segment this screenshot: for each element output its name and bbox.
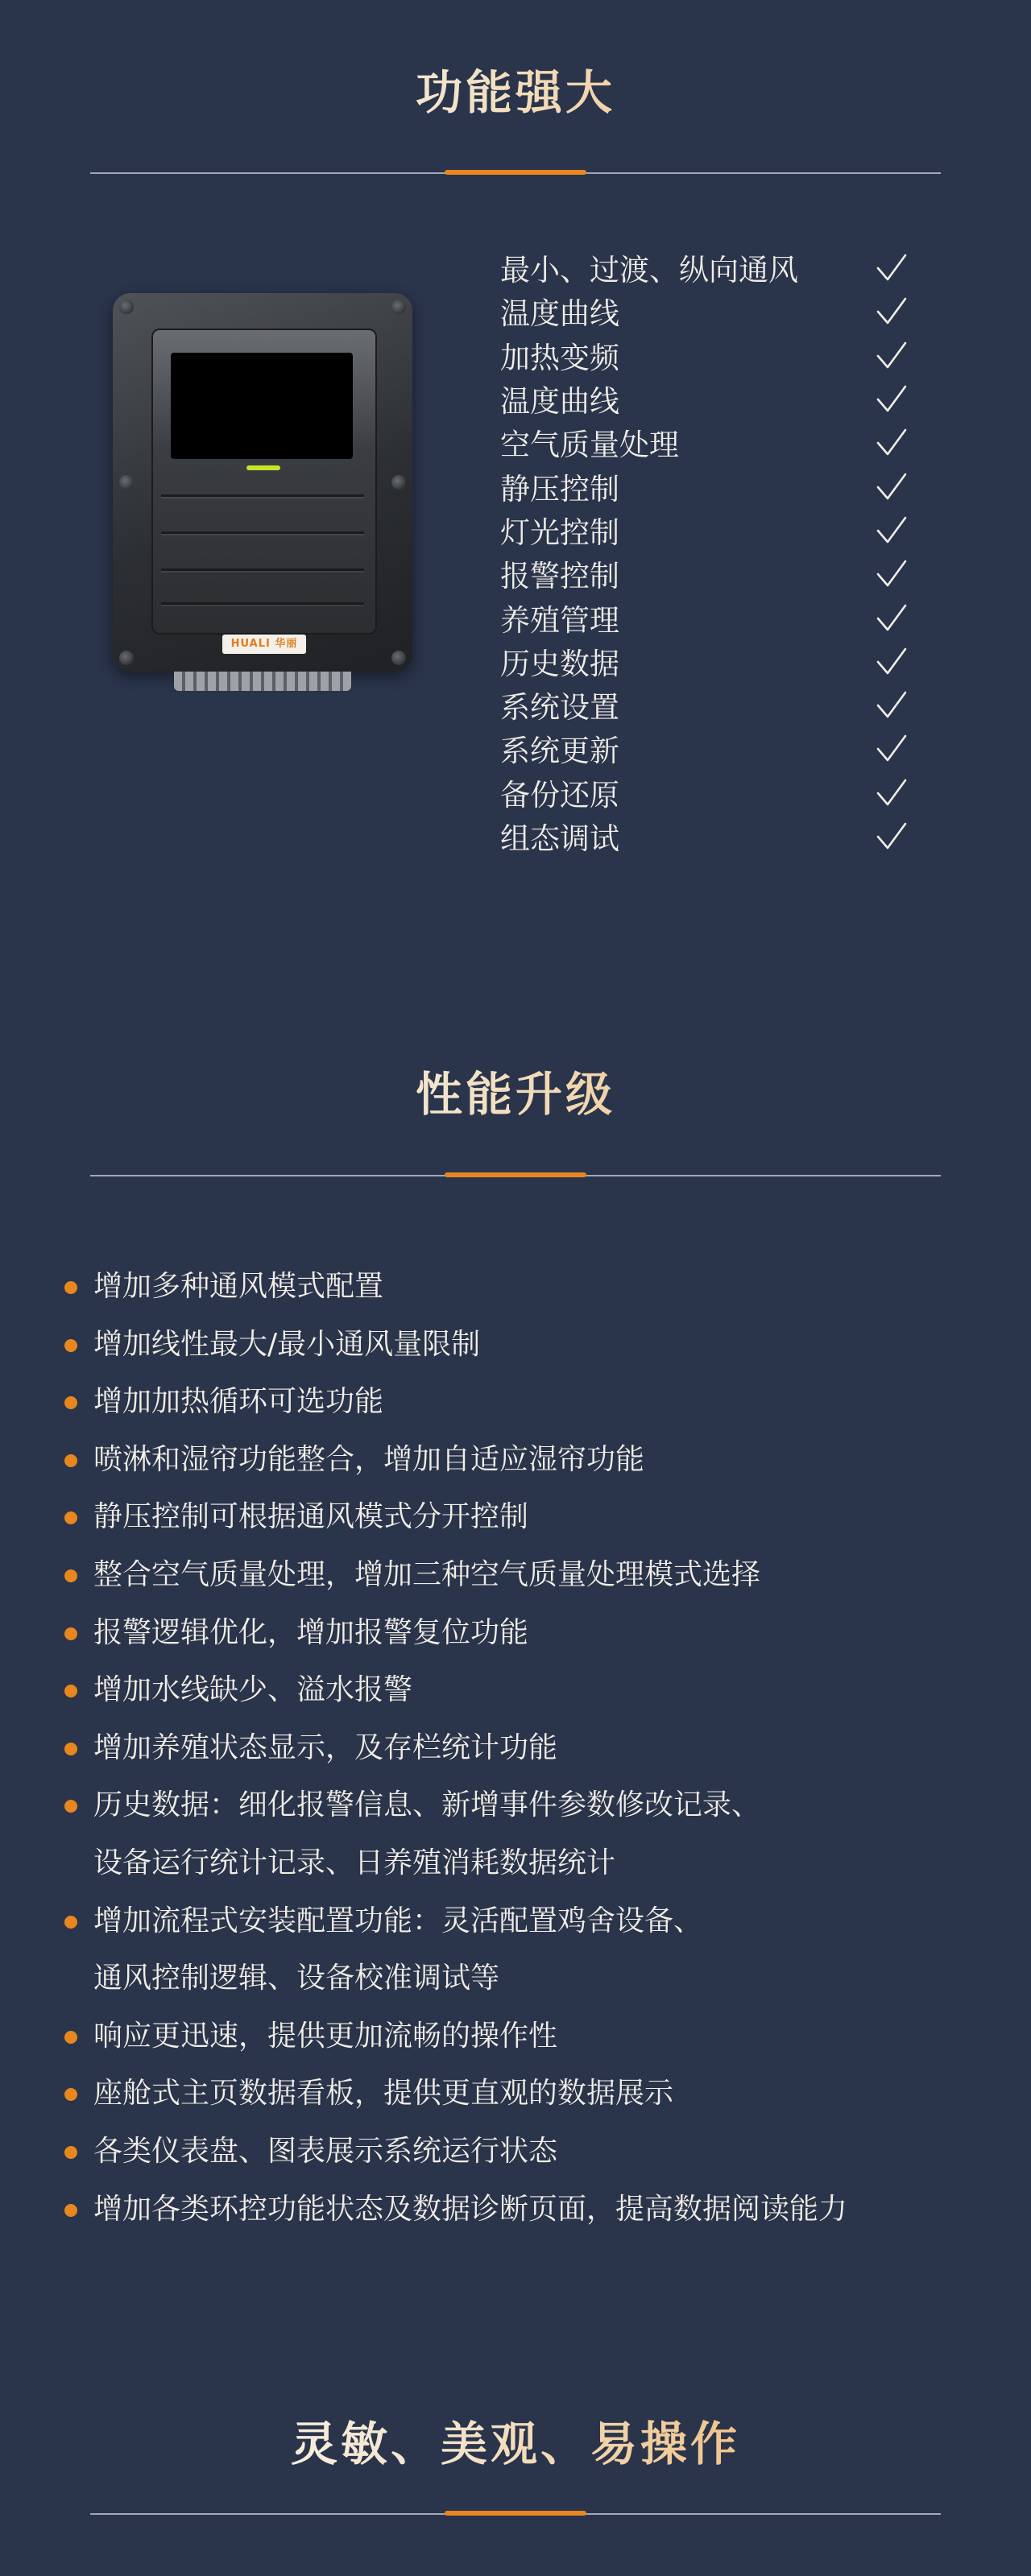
section-title-functions: 功能强大 <box>0 55 1031 122</box>
feature-label: 报警控制 <box>500 559 619 594</box>
upgrade-text-line: 喷淋和湿帘功能整合，增加自适应湿帘功能 <box>93 1442 645 1476</box>
feature-item <box>500 508 919 552</box>
feature-item <box>500 726 919 770</box>
screw-icon <box>391 300 406 314</box>
title-accent-bar <box>445 1172 586 1177</box>
upgrade-text-line: 响应更迅速，提供更加流畅的操作性 <box>93 2019 558 2053</box>
upgrade-list <box>64 1258 1007 2238</box>
bullet-icon <box>64 1800 77 1813</box>
feature-item <box>500 377 919 420</box>
upgrade-text-line: 历史数据：细化报警信息、新增事件参数修改记录、 <box>93 1788 761 1822</box>
upgrade-text-line: 增加水线缺少、溢水报警 <box>93 1673 413 1707</box>
upgrade-item <box>64 2181 1007 2239</box>
bullet-icon <box>64 2204 77 2217</box>
bullet-icon <box>64 1511 77 1524</box>
cable-connectors <box>174 672 351 691</box>
check-icon <box>875 425 909 459</box>
feature-label: 历史数据 <box>500 646 619 681</box>
feature-list <box>500 246 919 858</box>
status-led-icon <box>246 465 280 470</box>
feature-label: 温度曲线 <box>500 384 619 420</box>
upgrade-item <box>64 1546 1007 1604</box>
feature-label: 静压控制 <box>500 471 619 507</box>
upgrade-item <box>64 1488 1007 1546</box>
upgrade-text-line: 整合空气质量处理，增加三种空气质量处理模式选择 <box>93 1557 761 1591</box>
bullet-icon <box>64 1339 77 1352</box>
bullet-icon <box>64 1743 77 1755</box>
section-title-usability: 灵敏、美观、易操作 <box>0 2406 1031 2474</box>
bullet-icon <box>64 2088 77 2101</box>
upgrade-text <box>93 2065 673 2123</box>
upgrade-item <box>64 1776 1007 1892</box>
upgrade-text <box>93 1431 644 1489</box>
feature-item <box>500 683 919 726</box>
feature-label: 养殖管理 <box>500 602 619 638</box>
upgrade-item <box>64 2123 1007 2181</box>
check-icon <box>875 513 909 547</box>
bullet-icon <box>64 1627 77 1640</box>
bullet-icon <box>64 1396 77 1409</box>
upgrade-item <box>64 1661 1007 1719</box>
feature-label: 温度曲线 <box>500 296 619 332</box>
screw-icon <box>119 475 134 490</box>
feature-label: 组态调试 <box>500 821 619 856</box>
check-icon <box>875 819 909 853</box>
check-icon <box>875 294 909 328</box>
feature-label: 备份还原 <box>500 777 619 812</box>
title-accent-bar <box>445 170 586 175</box>
upgrade-text-line: 通风控制逻辑、设备校准调试等 <box>93 1962 500 1995</box>
check-icon <box>875 250 909 284</box>
upgrade-text <box>93 1258 383 1316</box>
upgrade-item <box>64 1604 1007 1662</box>
check-icon <box>875 556 909 590</box>
upgrade-text-line: 各类仪表盘、图表展示系统运行状态 <box>93 2134 558 2168</box>
bullet-icon <box>64 1685 77 1697</box>
upgrade-item <box>64 1431 1007 1489</box>
bullet-icon <box>64 1281 77 1294</box>
upgrade-text <box>93 1488 528 1546</box>
upgrade-text-line: 增加养殖状态显示，及存栏统计功能 <box>93 1730 558 1764</box>
feature-item <box>500 464 919 507</box>
bullet-icon <box>64 2031 77 2044</box>
screw-icon <box>391 651 406 665</box>
upgrade-text-line: 静压控制可根据通风模式分开控制 <box>93 1500 529 1534</box>
feature-label: 灯光控制 <box>500 515 619 550</box>
screw-icon <box>391 475 406 490</box>
feature-item <box>500 639 919 683</box>
device-screen <box>171 353 353 459</box>
bullet-icon <box>64 2146 77 2159</box>
upgrade-text <box>93 1892 702 2007</box>
upgrade-text <box>93 2007 557 2065</box>
device-front-panel <box>151 329 377 635</box>
check-icon <box>875 469 909 503</box>
check-icon <box>875 775 909 809</box>
upgrade-text-line: 设备运行统计记录、日养殖消耗数据统计 <box>93 1846 616 1879</box>
upgrade-text-line: 增加加热循环可选功能 <box>93 1385 384 1419</box>
upgrade-text-line: 增加多种通风模式配置 <box>93 1270 384 1303</box>
feature-label: 空气质量处理 <box>500 428 679 463</box>
upgrade-text-line: 增加线性最大/最小通风量限制 <box>93 1327 481 1361</box>
feature-item <box>500 814 919 858</box>
upgrade-item <box>64 1258 1007 1316</box>
upgrade-text <box>93 1546 760 1604</box>
screw-icon <box>119 300 134 314</box>
bullet-icon <box>64 1916 77 1929</box>
bullet-icon <box>64 1569 77 1582</box>
upgrade-text-line: 报警逻辑优化，增加报警复位功能 <box>93 1615 529 1649</box>
upgrade-text <box>93 1373 383 1431</box>
upgrade-text-line: 增加流程式安装配置功能：灵活配置鸡舍设备、 <box>93 1904 703 1937</box>
upgrade-text <box>93 2123 557 2181</box>
upgrade-text <box>93 1604 528 1662</box>
controller-device-image <box>113 293 412 693</box>
feature-item <box>500 289 919 333</box>
feature-item <box>500 333 919 377</box>
upgrade-text <box>93 1776 760 1892</box>
check-icon <box>875 601 909 635</box>
upgrade-item <box>64 1373 1007 1431</box>
title-accent-bar <box>445 2511 586 2516</box>
bullet-icon <box>64 1454 77 1467</box>
feature-label: 加热变频 <box>500 340 619 375</box>
upgrade-item <box>64 2007 1007 2065</box>
feature-item <box>500 595 919 639</box>
upgrade-text <box>93 2181 847 2239</box>
check-icon <box>875 382 909 416</box>
brand-label: HUALI 华丽 <box>222 635 306 654</box>
check-icon <box>875 338 909 372</box>
upgrade-text <box>93 1316 480 1374</box>
upgrade-item <box>64 1316 1007 1374</box>
upgrade-item <box>64 2065 1007 2123</box>
feature-item <box>500 771 919 814</box>
feature-item <box>500 420 919 464</box>
check-icon <box>875 688 909 722</box>
feature-label: 系统设置 <box>500 690 619 726</box>
upgrade-text-line: 增加各类环控功能状态及数据诊断页面，提高数据阅读能力 <box>93 2192 848 2226</box>
screw-icon <box>119 651 134 665</box>
feature-label: 最小、过渡、纵向通风 <box>500 253 798 288</box>
upgrade-item <box>64 1892 1007 2007</box>
feature-label: 系统更新 <box>500 734 619 769</box>
upgrade-text <box>93 1661 412 1719</box>
section-title-performance: 性能升级 <box>0 1056 1031 1124</box>
check-icon <box>875 731 909 765</box>
feature-item <box>500 552 919 595</box>
feature-item <box>500 246 919 289</box>
upgrade-text <box>93 1719 557 1777</box>
upgrade-text-line: 座舱式主页数据看板，提供更直观的数据展示 <box>93 2077 674 2111</box>
check-icon <box>875 644 909 678</box>
upgrade-item <box>64 1719 1007 1777</box>
